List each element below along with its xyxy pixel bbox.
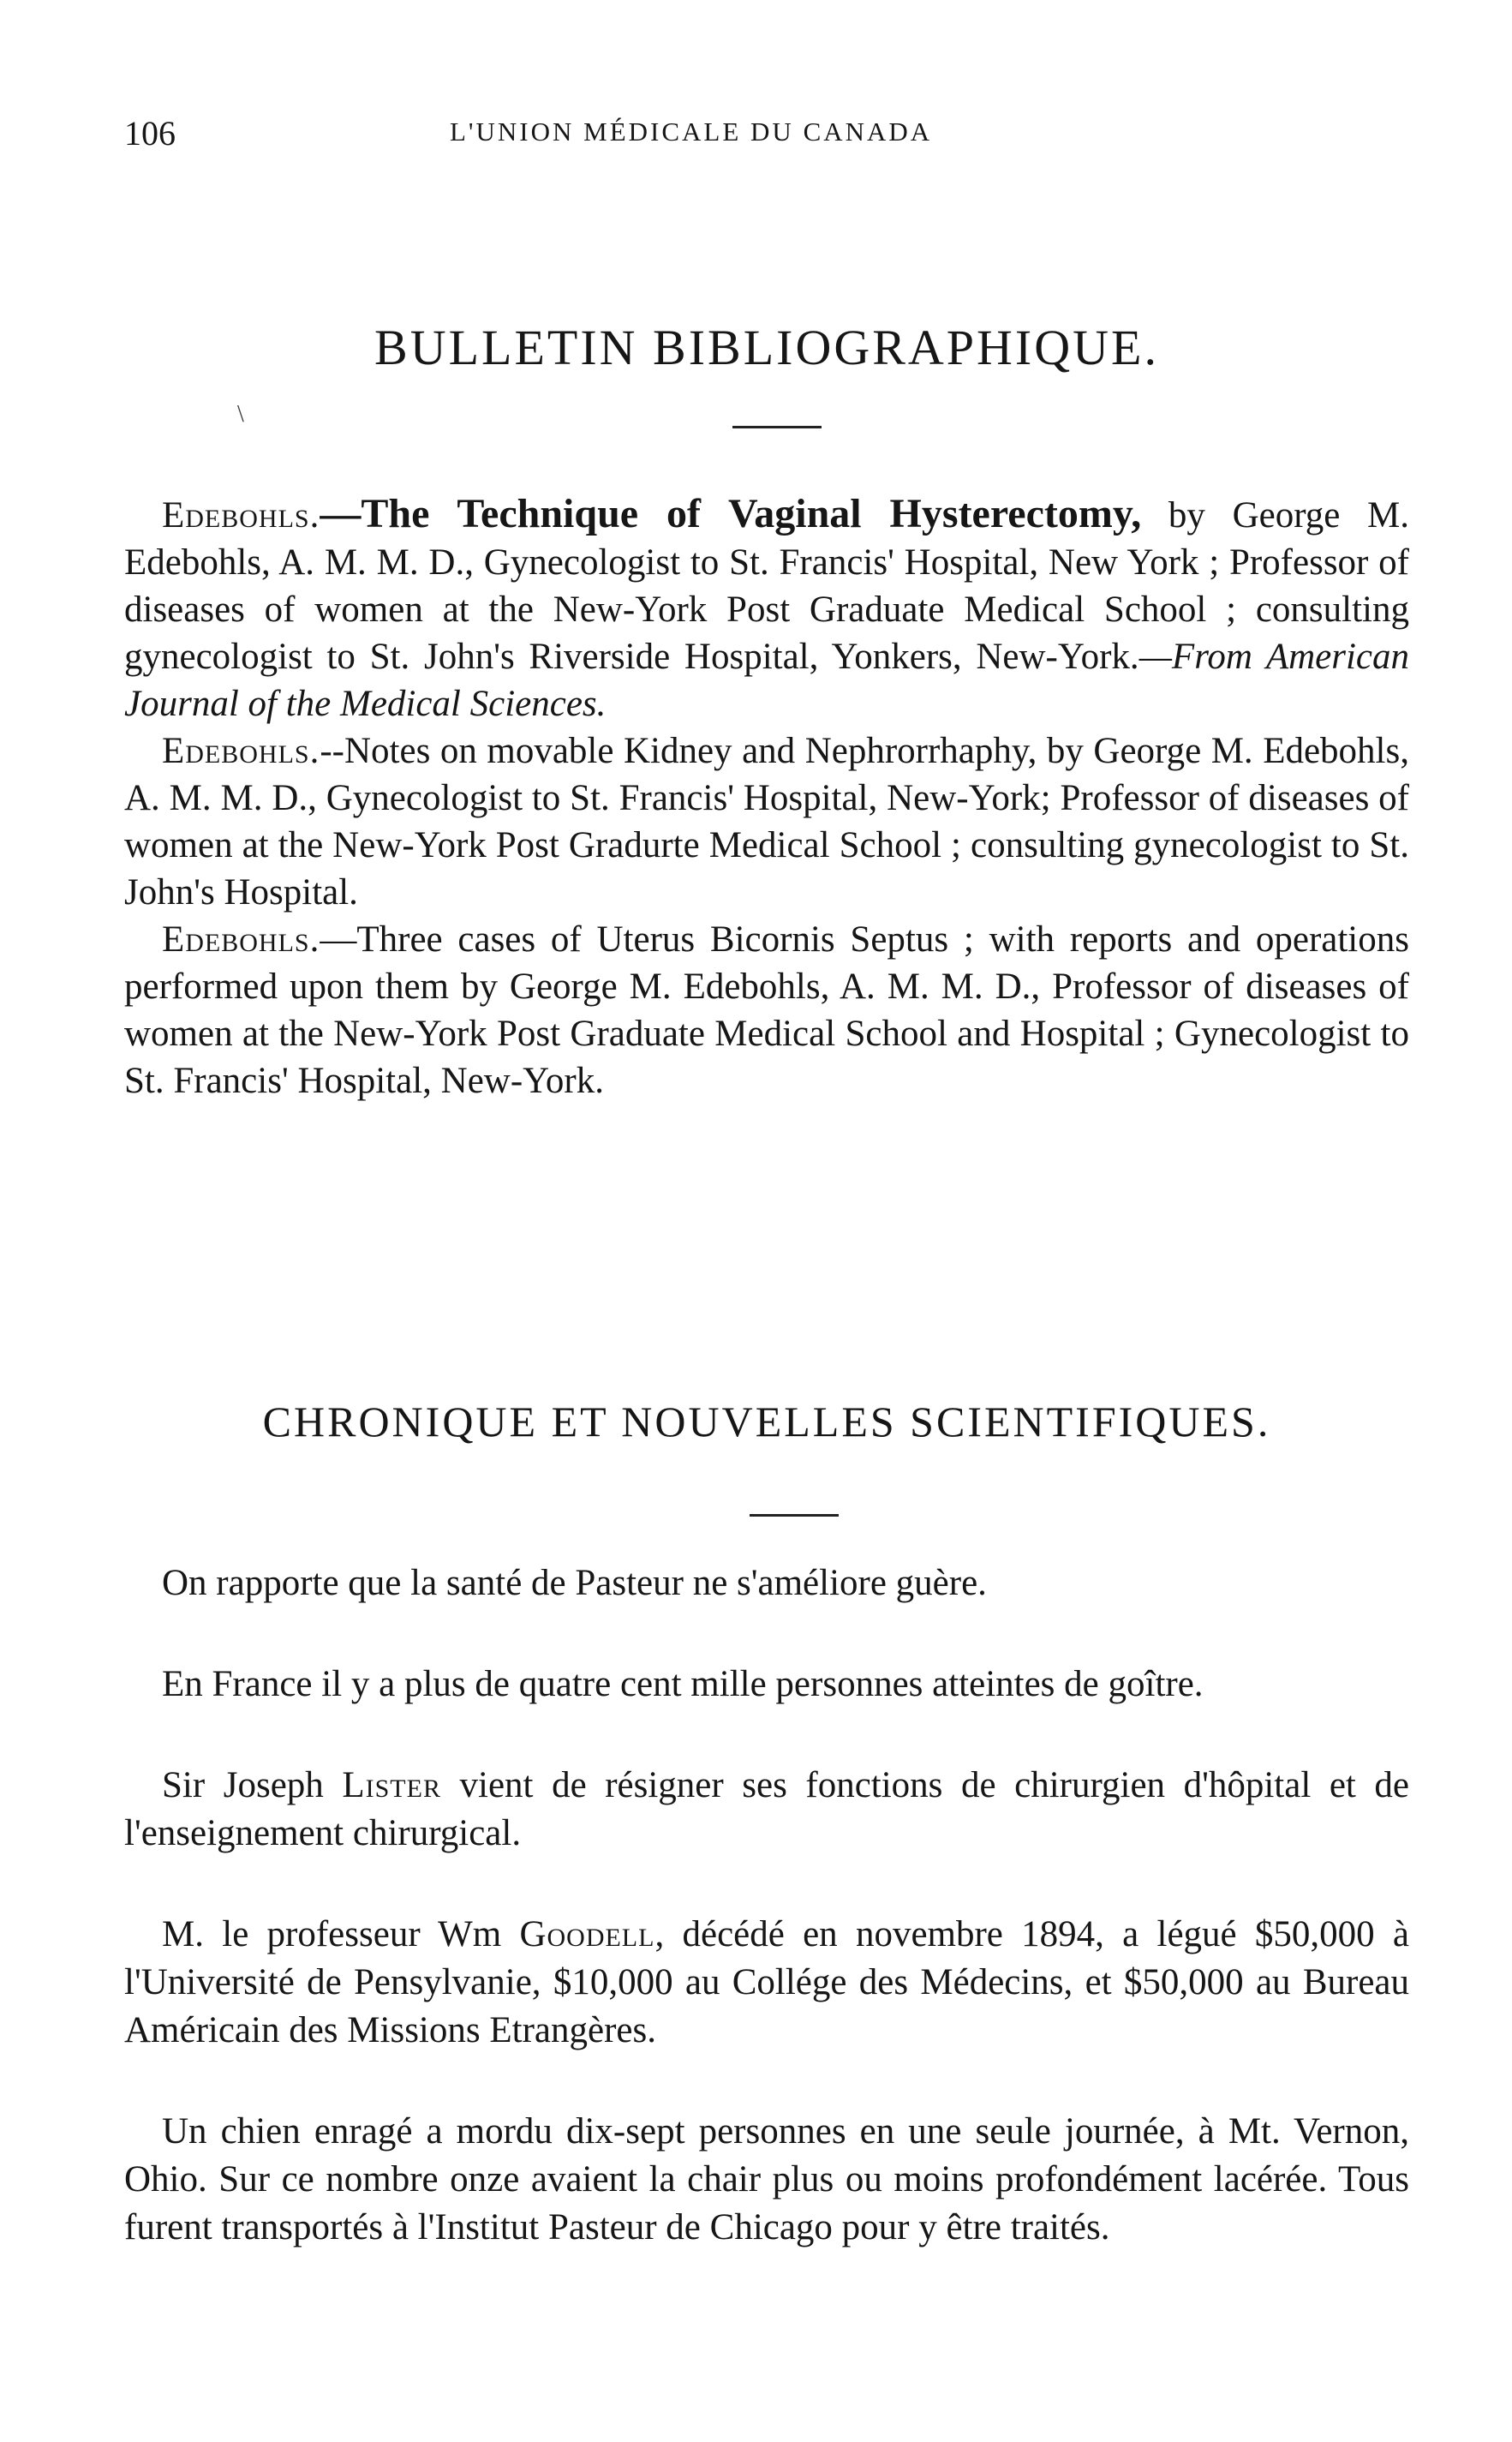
news-text: On rapporte que la santé de Pasteur ne s'améliore guère.: [162, 1563, 987, 1603]
entry-title: —The Technique of Vaginal Hysterectomy,: [320, 491, 1142, 536]
news-text: vient de résigner ses fonctions de chirurgien d'hôpital et de l'enseignement chirurgical.: [124, 1765, 1409, 1853]
running-head: [124, 113, 1409, 165]
section-rule: [750, 1514, 839, 1517]
news-item-4: [124, 1911, 1409, 2055]
entry-author: Edebohls.: [162, 495, 320, 536]
entry-body: --Notes on movable Kidney and Nephrorrhaphy, by George M. Edebohls, A. M. M. D., Gynecologist to St. Francis' Hospital, New-York; Professor of diseases of women at the New-York Post Gradurte Medical School ; consulting gynecologist to St. John's Hospital.: [124, 731, 1409, 913]
entry-body: by George M. Edebohls, A. M. M. D., Gynecologist to St. Francis' Hospital, New York ; Professor of diseases of women at the New-York Post Graduate Medical School ; consulting gynecologist to St. John's Riverside Hospital, Yonkers, New-York.: [124, 495, 1409, 677]
news-text: Un chien enragé a mordu dix-sept personnes en une seule journée, à Mt. Vernon, Ohio. Sur ce nombre onze avaient la chair plus ou moins profondément lacérée. Tous furent transportés à l'Institut Pasteur de Chicago pour y être traités.: [124, 2111, 1409, 2247]
stray-mark: \: [237, 401, 244, 428]
bib-entry-2: [124, 727, 1409, 916]
news-text: En France il y a plus de quatre cent mille personnes atteintes de goître.: [162, 1664, 1204, 1704]
entry-source: —From American Journal of the Medical Sciences.: [124, 637, 1409, 724]
bib-entry-1: [124, 490, 1409, 727]
journal-title: L'UNION MÉDICALE DU CANADA: [450, 117, 933, 147]
news-item-5: [124, 2108, 1409, 2252]
news-item-2: [124, 1661, 1409, 1709]
news-item-3: [124, 1762, 1409, 1858]
news-text: Sir Joseph: [162, 1765, 343, 1805]
news-text: , décédé en novembre 1894, a légué $50,000 à l'Université de Pensylvanie, $10,000 au Collége des Médecins, et $50,000 au Bureau Américain des Missions Etrangères.: [124, 1914, 1409, 2050]
entry-author: Edebohls.: [162, 919, 320, 960]
person-name: Goodell: [519, 1914, 655, 1954]
bibliography-list: [124, 490, 1409, 1104]
news-item-1: [124, 1559, 1409, 1607]
bib-entry-3: [124, 916, 1409, 1104]
bulletin-title: BULLETIN BIBLIOGRAPHIQUE.: [374, 320, 1159, 375]
news-text: M. le professeur Wm: [162, 1914, 520, 1954]
entry-body: —Three cases of Uterus Bicornis Septus ; with reports and operations performed upon them by George M. Edebohls, A. M. M. D., Professor of diseases of women at the New-York Post Graduate Medical School and Hospital ; Gynecologist to St. Francis' Hospital, New-York.: [124, 919, 1409, 1101]
section-rule: [732, 426, 822, 428]
chronique-list: [124, 1559, 1409, 2305]
entry-author: Edebohls.: [162, 731, 320, 771]
person-name: Lister: [342, 1765, 441, 1805]
page-number: 106: [124, 114, 176, 153]
chronique-title: CHRONIQUE ET NOUVELLES SCIENTIFIQUES.: [262, 1398, 1271, 1445]
